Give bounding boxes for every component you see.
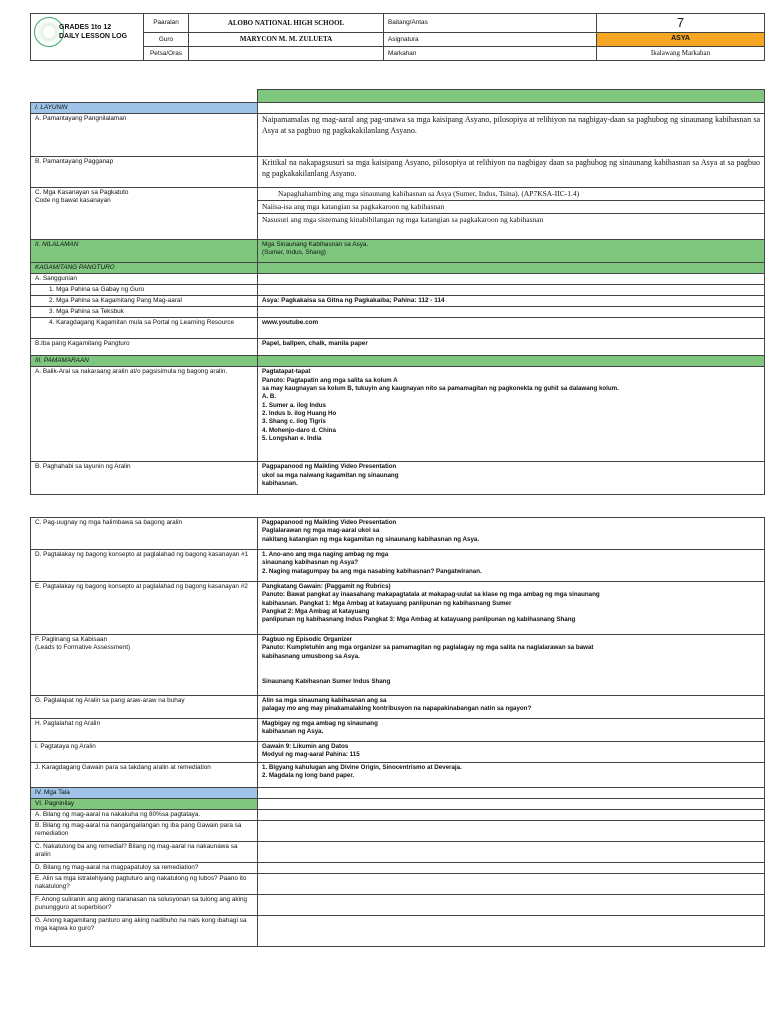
paglalahat-label: H. Paglalahat ng Aralin bbox=[31, 719, 258, 742]
reflection-e-value bbox=[258, 874, 765, 895]
kagamitang-pang-mag-aaral-label: 2. Mga Pahina sa Kagamitang Pang Mag-aaral bbox=[31, 296, 258, 307]
reflection-d-value bbox=[258, 863, 765, 874]
balik-aral-label: A. Balik-Aral sa nakaraang aralin at/o pagsisimula ng bagong aralin. bbox=[31, 367, 258, 462]
reflection-a-label: A. Bilang ng mag-aaral na nakakuha ng 80%sa pagtataya. bbox=[31, 810, 258, 821]
pamantayang-pangnilalaman-label: A. Pamantayang Pangnilalaman bbox=[31, 114, 258, 157]
reflection-f-value bbox=[258, 895, 765, 916]
deped-logo-cell bbox=[31, 14, 144, 61]
reflection-b-value bbox=[258, 821, 765, 842]
teacher-value: MARYCON M. M. ZULUETA bbox=[189, 33, 384, 47]
school-value: ALOBO NATIONAL HIGH SCHOOL bbox=[189, 14, 384, 33]
pamamaraan-value bbox=[258, 356, 765, 367]
lesson-log-page-1 bbox=[30, 13, 764, 495]
pag-uugnay-value: Pagpapanood ng Maikling Video Presentation Paglalarawan ng mga mag-aaral ukol sa nakitang katangian ng mga kagamitan ng sinaunang kabihasnan ng Asya. bbox=[258, 518, 765, 550]
paglinang-label: F. Paglinang sa Kabisaan (Leads to Formative Assessment) bbox=[31, 635, 258, 696]
mga-kasanayan-value bbox=[258, 188, 765, 240]
iba-pang-kagamitan-value: Papel, ballpen, chalk, manila paper bbox=[258, 339, 765, 356]
paglalahat-value: Magbigay ng mga ambag ng sinaunang kabihasnan ng Asya. bbox=[258, 719, 765, 742]
reflection-c-value bbox=[258, 842, 765, 863]
header-table bbox=[30, 13, 765, 61]
pag-uugnay-label: C. Pag-uugnay ng mga halimbawa sa bagong aralin bbox=[31, 518, 258, 550]
paghahabi-label: B. Paghahabi sa layunin ng Aralin bbox=[31, 462, 258, 495]
sanggunian-label: A. Sanggunian bbox=[31, 274, 258, 285]
teksbuk-value bbox=[258, 307, 765, 318]
reflection-e-label: E. Alin sa mga istratehiyang pagtuturo ang nakatulong ng lubos? Paano ito nakatulong? bbox=[31, 874, 258, 895]
subject-value: ASYA bbox=[597, 33, 765, 47]
paghahabi-value: Pagpapanood ng Maikling Video Presentation ukol sa mga naiwang kagamitan ng sinaunang kabihasnan. bbox=[258, 462, 765, 495]
section-layunin-value bbox=[258, 103, 765, 114]
reflection-d-label: D. Bilang ng mag-aaral na magpapatuloy sa remediation? bbox=[31, 863, 258, 874]
pamantayang-pangnilalaman-value: Naipamamalas ng mag-aaral ang pag-unawa sa mga kaisipang Asyano, pilosopiya at relihiyon na nagbigay-daan sa paghubog ng sinaunang kabihasnan sa Asya at sa pagbuo ng pagkakakilanlang Asyano. bbox=[258, 114, 765, 157]
kasanayan-2: Nasusuri ang mga sistemang kinabibilangan ng mga katangian sa pagkakaroon ng kabihasnan bbox=[262, 214, 544, 224]
pagtataya-value: Gawain 9: Likumin ang Datos Modyul ng mag-aaral Pahina: 115 bbox=[258, 742, 765, 763]
mga-kasanayan-label: C. Mga Kasanayan sa Pagkatuto Code ng bawat kasanayan bbox=[31, 188, 258, 240]
logo-line-1: GRADES 1to 12 bbox=[59, 24, 112, 31]
school-label: Paaralan bbox=[144, 14, 189, 33]
pagtalakay-2-label: E. Pagtalakay ng bagong konsepto at paglalahad ng bagong kasanayan #2 bbox=[31, 582, 258, 635]
reflection-g-label: G. Anong kagamitang panturo ang aking nadibuho na nais kong ibahagi sa mga kapwa ko guro? bbox=[31, 916, 258, 947]
grade-label: Baitang/Antas bbox=[384, 14, 597, 33]
learning-resource-label: 4. Karagdagang Kagamitan mula sa Portal ng Learning Resource bbox=[31, 318, 258, 339]
section-pagninilay: VI. Pagninilay bbox=[31, 799, 258, 810]
sanggunian-value bbox=[258, 274, 765, 285]
subject-label: Asignatura bbox=[384, 33, 597, 47]
gabay-ng-guro-value bbox=[258, 285, 765, 296]
gabay-ng-guro-label: 1. Mga Pahina sa Gabay ng Guro bbox=[31, 285, 258, 296]
lesson-log-page-2 bbox=[30, 517, 764, 947]
lesson-table-1 bbox=[30, 89, 765, 495]
logo-line-2: DAILY LESSON LOG bbox=[59, 33, 128, 41]
quarter-label: Markahan bbox=[384, 47, 597, 61]
green-header-cell bbox=[258, 90, 765, 103]
balik-aral-value: Pagtatapat-tapat Panuto: Pagtapatin ang mga salita sa kolum A sa may kaugnayan sa kolum B, tukuyin ang kaugnayan nito sa pamamagitan ng pagkonekta ng guhit sa dalawang kolum. A. B. 1. Sumer a. ilog Indus 2. Indus b. ilog Huang Ho 3. Shang c. ilog Tigris 4. Mohenjo-daro d. China 5. Longshan e. India bbox=[258, 367, 765, 462]
reflection-c-label: C. Nakatulong ba ang remedial? Bilang ng mag-aaral na nakaunawa sa aralin bbox=[31, 842, 258, 863]
lesson-table-2 bbox=[30, 517, 765, 947]
kasanayan-1: Naiisa-isa ang mga katangian sa pagkakaroon ng kabihasnan bbox=[258, 201, 764, 214]
learning-resource-value: www.youtube.com bbox=[258, 318, 765, 339]
nilalaman-value: Mga Sinaunang Kabihasnan sa Asya. (Sumer, Indus, Shang) bbox=[258, 240, 765, 263]
paglalapat-label: G. Paglalapat ng Aralin sa pang araw-araw na buhay bbox=[31, 696, 258, 719]
kagamitang-pang-mag-aaral-value: Asya: Pagkakaisa sa Gitna ng Pagkakaiba; Pahina: 112 - 114 bbox=[258, 296, 765, 307]
pagtalakay-2-value: Pangkatang Gawain: (Paggamit ng Rubrics) Panuto: Bawat pangkat ay inaasahang makapagtatala at makapag-uulat sa klase ng mga ambag ng mga sinaunang kabihasnan. Pangkat 1: Mga Ambag at katayuang panlipunan ng kabihasnang Sumer Pangkat 2: Mga Ambag at katayuang panlipunan ng kabihasnang Indus Pangkat 3: Mga Ambag at katayuang panlipunan ng kabihasnang Shang bbox=[258, 582, 765, 635]
pagtalakay-1-value: 1. Ano-ano ang mga naging ambag ng mga sinaunang kabihasnan ng Asya? 2. Naging matagumpay ba ang mga nasabing kabihasnan? Pangatwiranan. bbox=[258, 550, 765, 582]
reflection-f-label: F. Anong suliranin ang aking naranasan na solusyonan sa tulong ang aking punungguro at superbisor? bbox=[31, 895, 258, 916]
kagamitang-pangturo-value bbox=[258, 263, 765, 274]
pamantayang-pagganap-label: B. Pamantayang Pagganap bbox=[31, 157, 258, 188]
pagtataya-label: I. Pagtataya ng Aralin bbox=[31, 742, 258, 763]
karagdagang-gawain-label: J. Karagdagang Gawain para sa takdang aralin at remediation bbox=[31, 763, 258, 788]
section-kagamitang-pangturo: KAGAMITANG PANGTURO bbox=[31, 263, 258, 274]
teksbuk-label: 3. Mga Pahina sa Teksbuk bbox=[31, 307, 258, 318]
grade-value: 7 bbox=[597, 14, 765, 33]
quarter-value: Ikalawang Markahan bbox=[597, 47, 765, 61]
mga-tala-value bbox=[258, 788, 765, 799]
pamantayang-pagganap-value: Kritikal na nakapagsusuri sa mga kaisipang Asyano, pilosopiya at relihiyon na nagbigay daan sa paghubog ng sinaunang kabihasnan sa Asya at sa pagbuo ng pagkakakilanlang Asyano. bbox=[258, 157, 765, 188]
section-mga-tala: IV. Mga Tala bbox=[31, 788, 258, 799]
pagtalakay-1-label: D. Pagtalakay ng bagong konsepto at paglalahad ng bagong kasanayan #1 bbox=[31, 550, 258, 582]
section-nilalaman: II. NILALAMAN bbox=[31, 240, 258, 263]
iba-pang-kagamitan-label: B.Iba pang Kagamitang Pangturo bbox=[31, 339, 258, 356]
date-value bbox=[189, 47, 384, 61]
kasanayan-code: Napaghahambing ang mga sinaunang kabihasnan sa Asya (Sumer, Indus, Tsina). (AP7KSA-IIC-1.4) bbox=[258, 188, 764, 201]
reflection-a-value bbox=[258, 810, 765, 821]
section-layunin: I. LAYUNIN bbox=[31, 103, 258, 114]
spacer-cell bbox=[31, 90, 258, 103]
date-label: Petsa/Oras bbox=[144, 47, 189, 61]
karagdagang-gawain-value: 1. Bigyang kahulugan ang Divine Origin, Sinocentrismo at Deveraja. 2. Magdala ng long band paper. bbox=[258, 763, 765, 788]
reflection-b-label: B. Bilang ng mag-aaral na nangangailangan ng iba pang Gawain para sa remediation bbox=[31, 821, 258, 842]
paglalapat-value: Alin sa mga sinaunang kabihasnan ang sa palagay mo ang may pinakamalaking kontribusyon na napapakinabangan natin sa ngayon? bbox=[258, 696, 765, 719]
section-pamamaraan: III. PAMAMARAAN bbox=[31, 356, 258, 367]
teacher-label: Guro bbox=[144, 33, 189, 47]
pagninilay-value bbox=[258, 799, 765, 810]
reflection-g-value bbox=[258, 916, 765, 947]
paglinang-value: Pagbuo ng Episodic Organizer Panuto: Kumpletuhin ang mga organizer sa pamamagitan ng paglalagay ng mga salita na naglalarawan sa bawat kabihasnang umusbong sa Asya. Sinaunang Kabihasnan Sumer Indus Shang bbox=[258, 635, 765, 696]
